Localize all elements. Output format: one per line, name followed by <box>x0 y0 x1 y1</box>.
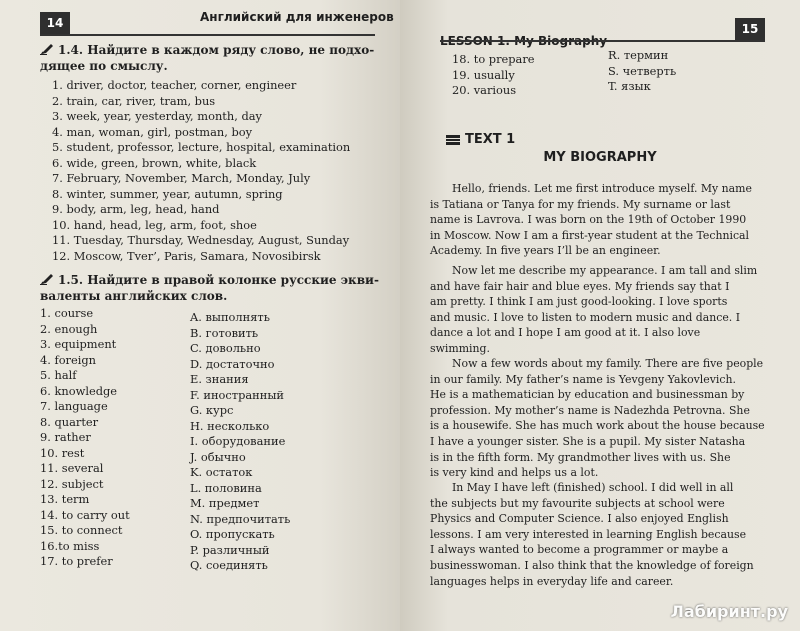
list-item: 1. driver, doctor, teacher, corner, engineer <box>52 78 297 92</box>
russian-words-column <box>190 310 290 574</box>
list-item: A. выполнять <box>190 310 270 324</box>
paragraph-4 <box>430 480 780 589</box>
list-item: 14. to carry out <box>40 507 130 522</box>
exercise-1-5-title-line2: валенты английских слов. <box>40 289 228 303</box>
list-item: B. готовить <box>190 325 259 340</box>
english-words-column <box>40 306 130 570</box>
list-item: 3. week, year, yesterday, month, day <box>52 109 262 123</box>
list-item: J. обычно <box>190 449 246 464</box>
list-item: T. язык <box>608 79 651 93</box>
exercise-1-5-title <box>40 272 379 304</box>
list-item: N. предпочитать <box>190 511 291 526</box>
list-item: 5. half <box>40 368 77 382</box>
exercise-1-4-list <box>52 78 350 264</box>
text-line: the subjects but my favourite subjects at school were <box>430 496 725 510</box>
list-item: R. термин <box>608 48 669 62</box>
list-item: M. предмет <box>190 496 260 510</box>
paragraph-1 <box>430 181 780 259</box>
watermark-logo: Лабиринт.ру <box>670 602 788 621</box>
paragraph-2 <box>430 263 780 357</box>
list-item: O. пропускать <box>190 527 275 541</box>
text-line: In May I have left (finished) school. I did well in all <box>452 481 734 494</box>
book-icon <box>445 134 461 146</box>
text-line: I have a younger sister. She is a pupil. My sister Natasha <box>430 434 746 448</box>
list-item: 5. student, professor, lecture, hospital, examination <box>52 140 351 154</box>
text-line: lessons. I am very interested in learning English because <box>430 527 747 541</box>
list-item: P. различный <box>190 542 270 557</box>
text-label-text: TEXT 1 <box>465 132 516 147</box>
header-rule-right <box>440 40 765 42</box>
text-line: dance a lot and I hope I am good at it. I also love <box>430 326 701 340</box>
text-line: profession. My mother’s name is Nadezhda Petrovna. She <box>430 403 750 417</box>
text-line: Academy. In five years I’ll be an engineer. <box>430 244 661 258</box>
list-item: 4. foreign <box>40 352 97 367</box>
list-item: 12. Moscow, Tver’, Paris, Samara, Novosibirsk <box>52 248 321 263</box>
text-line: am pretty. I think I am just good-looking. I love sports <box>430 295 728 309</box>
text-line: languages helps in everyday life and career. <box>430 574 674 588</box>
list-item: 9. rather <box>40 430 91 444</box>
list-item: L. половина <box>190 480 262 495</box>
list-item: G. курс <box>190 403 234 417</box>
list-item: 18. to prepare <box>452 52 535 66</box>
text-line: I always wanted to become a programmer or maybe a <box>430 543 729 557</box>
text-line: is in the fifth form. My grandmother lives with us. She <box>430 450 731 464</box>
running-header-left: Английский для инженеров <box>200 10 394 24</box>
list-item: H. несколько <box>190 418 270 433</box>
text-line: is very kind and helps us a lot. <box>430 466 599 480</box>
list-item: 1. course <box>40 306 94 320</box>
list-item: 6. knowledge <box>40 383 118 398</box>
text-line: Hello, friends. Let me first introduce myself. My name <box>452 182 752 195</box>
list-item: 7. language <box>40 399 108 413</box>
list-item: F. иностранный <box>190 387 285 402</box>
list-item: 3. equipment <box>40 337 117 351</box>
page-number-left: 14 <box>40 12 70 34</box>
text-line: in Moscow. Now I am a first-year student at the Technical <box>430 228 750 242</box>
text-line: Physics and Computer Science. I also enjoyed English <box>430 512 729 526</box>
pen-icon <box>40 273 54 285</box>
list-item: 2. train, car, river, tram, bus <box>52 93 216 108</box>
list-item: 2. enough <box>40 321 98 336</box>
text-title: MY BIOGRAPHY <box>543 150 657 165</box>
list-item: Q. соединять <box>190 558 268 572</box>
list-item: 12. subject <box>40 476 104 491</box>
list-item: 13. term <box>40 492 90 506</box>
continued-russian-column <box>608 48 676 95</box>
exercise-1-4-title-line2: дящее по смыслу. <box>40 59 168 73</box>
text-label <box>445 132 515 147</box>
list-item: 7. February, November, March, Monday, July <box>52 171 311 185</box>
pen-icon <box>40 43 54 55</box>
paragraph-3 <box>430 356 780 481</box>
list-item: 6. wide, green, brown, white, black <box>52 155 257 170</box>
list-item: 19. usually <box>452 67 515 82</box>
list-item: C. довольно <box>190 341 261 355</box>
list-item: 11. Tuesday, Thursday, Wednesday, August, Sunday <box>52 233 350 247</box>
list-item: 10. rest <box>40 445 85 460</box>
list-item: D. достаточно <box>190 356 275 371</box>
list-item: 16.to miss <box>40 538 100 553</box>
list-item: K. остаток <box>190 465 253 479</box>
text-line: businesswoman. I also think that the knowledge of foreign <box>430 558 754 572</box>
list-item: 8. quarter <box>40 414 99 429</box>
text-line: name is Lavrova. I was born on the 19th of October 1990 <box>430 213 747 227</box>
exercise-1-4-title <box>40 42 374 74</box>
list-item: 8. winter, summer, year, autumn, spring <box>52 186 283 201</box>
exercise-1-4-title-line1: 1.4. Найдите в каждом ряду слово, не подхо- <box>58 43 375 57</box>
text-line: is a housewife. She has much work about the house because <box>430 419 765 433</box>
list-item: 9. body, arm, leg, head, hand <box>52 202 220 216</box>
text-line: Now a few words about my family. There are five people <box>452 357 764 370</box>
text-line: and have fair hair and blue eyes. My friends say that I <box>430 279 730 293</box>
list-item: 10. hand, head, leg, arm, foot, shoe <box>52 217 257 232</box>
text-line: swimming. <box>430 341 490 355</box>
text-line: is Tatiana or Tanya for my friends. My surname or last <box>430 197 731 211</box>
text-line: and music. I love to listen to modern music and dance. I <box>430 310 741 324</box>
list-item: 4. man, woman, girl, postman, boy <box>52 124 253 139</box>
list-item: 20. various <box>452 83 517 97</box>
list-item: 15. to connect <box>40 523 123 537</box>
text-line: Now let me describe my appearance. I am tall and slim <box>452 264 758 277</box>
text-line: in our family. My father’s name is Yevgeny Yakovlevich. <box>430 372 736 386</box>
page-number-right: 15 <box>735 18 765 40</box>
text-line: He is a mathematician by education and businessman by <box>430 388 745 402</box>
list-item: I. оборудование <box>190 434 286 448</box>
continued-english-column <box>452 52 535 99</box>
list-item: 17. to prefer <box>40 554 113 568</box>
exercise-1-5-title-line1: 1.5. Найдите в правой колонке русские экви- <box>58 273 379 287</box>
header-rule-left <box>40 34 375 36</box>
list-item: E. знания <box>190 372 249 386</box>
list-item: 11. several <box>40 461 104 475</box>
list-item: S. четверть <box>608 63 677 78</box>
